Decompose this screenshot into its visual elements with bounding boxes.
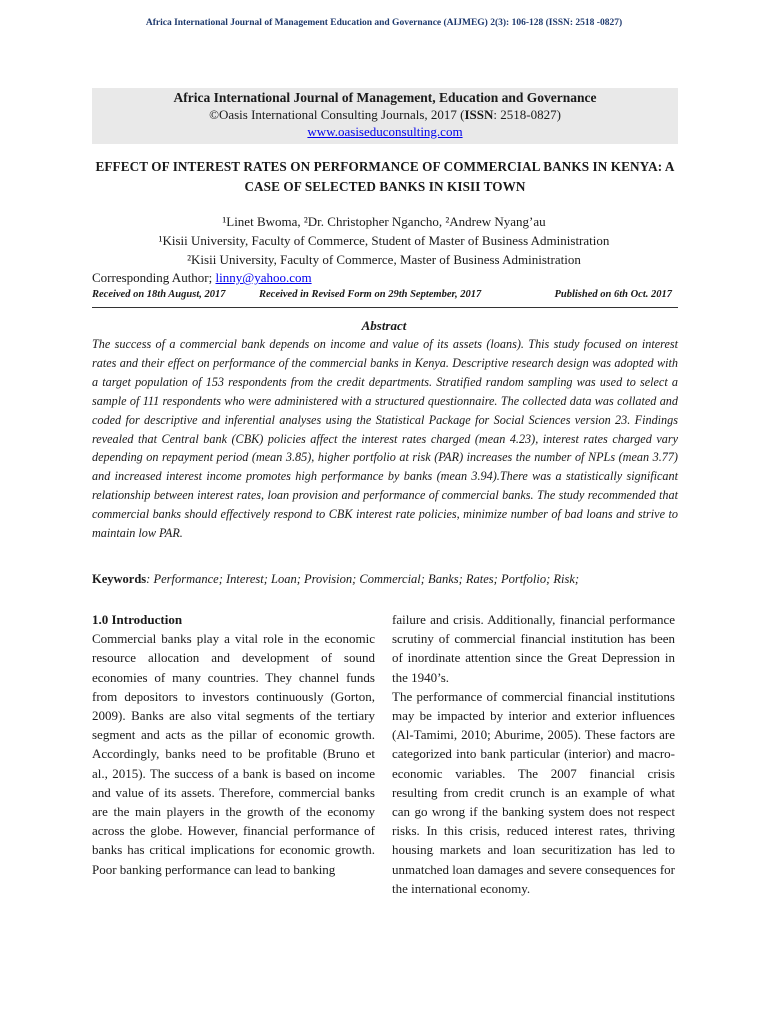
keywords-text: : Performance; Interest; Loan; Provision; Commercial; Banks; Rates; Portfolio; Risk;: [146, 572, 580, 586]
corresponding-author: [92, 270, 312, 286]
journal-title: Africa International Journal of Management, Education and Governance: [173, 90, 597, 105]
intro-paragraph-right-2: The performance of commercial financial institutions may be impacted by interior and exterior influences (Al-Tamimi, 2010; Aburime, 2005). These factors are categorized into bank particular (interior) and macro-economic variables. The 2007 financial crisis resulting from credit crunch is an example of what can go wrong if the banking system does not respect risks. In this crisis, reduced interest rates, thriving housing markets and loan securitization has led to unmatched loan damages and severe consequences for the international economy.: [392, 688, 675, 896]
journal-info-box: [92, 88, 678, 144]
issn-label: ISSN: [464, 107, 494, 122]
corresponding-label: Corresponding Author;: [92, 270, 216, 285]
right-column: [392, 610, 675, 898]
paper-title: EFFECT OF INTEREST RATES ON PERFORMANCE OF COMMERCIAL BANKS IN KENYA: A CASE OF SELECTED BANKS IN KISII TOWN: [95, 159, 675, 194]
intro-paragraph-left: Commercial banks play a vital role in the economic resource allocation and development of sound economies of many countries. They channel funds from depositors to investors continuously (Gorton, 2009). Banks are also vital segments of the tertiary segment and acts as the pillar of economic growth. Accordingly, banks need to be profitable (Bruno et al., 2015). The success of a bank is based on income and value of its assets. Therefore, commercial banks are the main players in the growth of the economy across the globe. However, financial performance of banks has critical implications for economic growth. Poor banking performance can lead to banking: [92, 631, 375, 877]
running-header: Africa International Journal of Management Education and Governance (AIJMEG) 2(3): 106-128 (ISSN: 2518 -0827): [145, 18, 623, 28]
keywords-line: [92, 572, 678, 587]
abstract-heading: Abstract: [361, 318, 407, 333]
copyright-prefix: ©Oasis International Consulting Journals, 2017 (: [209, 107, 465, 122]
corresponding-email-link[interactable]: linny@yahoo.com: [215, 270, 312, 285]
published-date: Published on 6th Oct. 2017: [554, 289, 672, 300]
issn-value: : 2518-0827): [493, 107, 561, 122]
submission-dates: [92, 289, 678, 308]
revised-date: Received in Revised Form on 29th September, 2017: [259, 289, 482, 300]
journal-copyright: [92, 106, 678, 123]
abstract-text: The success of a commercial bank depends on income and value of its assets (loans). This study focused on interest rates and their effect on performance of the commercial banks in Kenya. Descriptive research design was adopted with a target population of 153 respondents from the credit departments. Stratified random sampling was used to select a sample of 111 respondents who were administered with a structured questionnaire. The collected data was collated and coded for descriptive and inferential analyses using the Statistical Package for Social Sciences version 23. Findings revealed that Central bank (CBK) policies affect the interest rates charged (mean 4.23), interest rates charged vary depending on repayment period (mean 3.85), higher portfolio at risk (PAR) increases the number of NPLs (mean 3.77) and increased interest income promotes high performance by banks (mean 3.94).There was a statistically significant relationship between interest rates, loan provision and performance of commercial banks. The study recommended that commercial banks should effectively respond to CBK interest rate policies, minimize number of bad loans and strive to maintain low PAR.: [92, 337, 678, 541]
affiliation-1: ¹Kisii University, Faculty of Commerce, Student of Master of Business Administration: [158, 233, 610, 248]
received-date: Received on 18th August, 2017: [92, 289, 226, 300]
keywords-label: Keywords: [92, 572, 147, 586]
journal-url-link[interactable]: www.oasiseduconsulting.com: [307, 124, 463, 139]
affiliation-2: ²Kisii University, Faculty of Commerce, Master of Business Administration: [187, 252, 581, 267]
section-heading-introduction: 1.0 Introduction: [92, 612, 183, 627]
intro-paragraph-right-1: failure and crisis. Additionally, financial performance scrutiny of commercial financial institution has been of inordinate attention since the Great Depression in the 1940’s.: [392, 612, 675, 685]
author-list: ¹Linet Bwoma, ²Dr. Christopher Ngancho, ²Andrew Nyang’au: [222, 214, 546, 229]
left-column: [92, 610, 375, 879]
